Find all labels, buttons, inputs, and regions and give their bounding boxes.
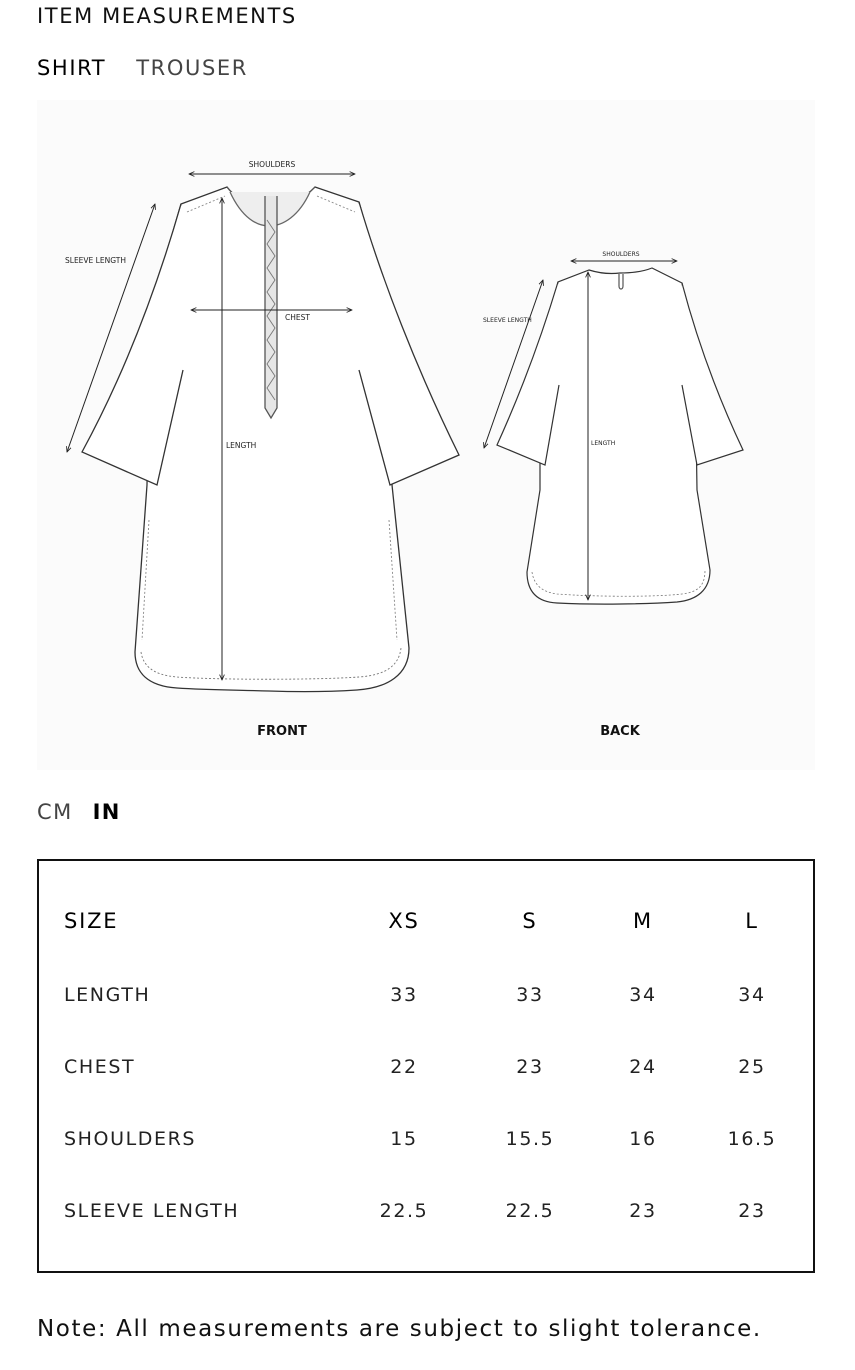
row-label: SLEEVE LENGTH <box>64 1200 240 1222</box>
table-cell: 23 <box>629 1200 657 1222</box>
table-cell: 34 <box>629 984 657 1006</box>
garment-tabs <box>37 56 248 80</box>
front-label-length: LENGTH <box>226 441 257 450</box>
table-cell: 23 <box>738 1200 766 1222</box>
table-header-row <box>39 901 813 941</box>
unit-cm[interactable]: CM <box>37 800 73 824</box>
header-size: SIZE <box>64 909 119 933</box>
back-caption: BACK <box>600 724 640 739</box>
front-label-shoulders: SHOULDERS <box>248 160 296 169</box>
header-xs: XS <box>388 909 420 933</box>
table-cell: 16.5 <box>727 1128 777 1150</box>
tolerance-note: Note: All measurements are subject to slight tolerance. <box>37 1316 762 1342</box>
table-row <box>39 1047 813 1087</box>
table-cell: 33 <box>390 984 418 1006</box>
table-cell: 15 <box>390 1128 418 1150</box>
unit-toggle <box>37 800 121 824</box>
back-label-sleeve-length: SLEEVE LENGTH <box>483 317 532 324</box>
table-cell: 23 <box>516 1056 544 1078</box>
row-label: LENGTH <box>64 984 151 1006</box>
back-label-length: LENGTH <box>591 440 616 447</box>
size-table <box>37 859 815 1273</box>
measurement-diagram <box>37 100 815 770</box>
unit-in[interactable]: IN <box>92 800 121 824</box>
table-row <box>39 975 813 1015</box>
table-cell: 22.5 <box>505 1200 555 1222</box>
table-cell: 15.5 <box>505 1128 555 1150</box>
back-label-shoulders: SHOULDERS <box>602 251 640 258</box>
header-m: M <box>633 909 653 933</box>
table-cell: 16 <box>629 1128 657 1150</box>
tab-trouser[interactable]: TROUSER <box>136 56 248 80</box>
table-cell: 33 <box>516 984 544 1006</box>
header-l: L <box>745 909 759 933</box>
section-title: ITEM MEASUREMENTS <box>37 4 297 28</box>
row-label: CHEST <box>64 1056 136 1078</box>
table-cell: 25 <box>738 1056 766 1078</box>
row-label: SHOULDERS <box>64 1128 197 1150</box>
front-label-chest: CHEST <box>285 313 310 322</box>
front-caption: FRONT <box>257 724 307 739</box>
table-cell: 22 <box>390 1056 418 1078</box>
table-cell: 24 <box>629 1056 657 1078</box>
table-row <box>39 1191 813 1231</box>
table-cell: 22.5 <box>379 1200 429 1222</box>
front-label-sleeve-length: SLEEVE LENGTH <box>65 256 126 265</box>
table-cell: 34 <box>738 984 766 1006</box>
tab-shirt[interactable]: SHIRT <box>37 56 107 80</box>
table-row <box>39 1119 813 1159</box>
header-s: S <box>522 909 538 933</box>
